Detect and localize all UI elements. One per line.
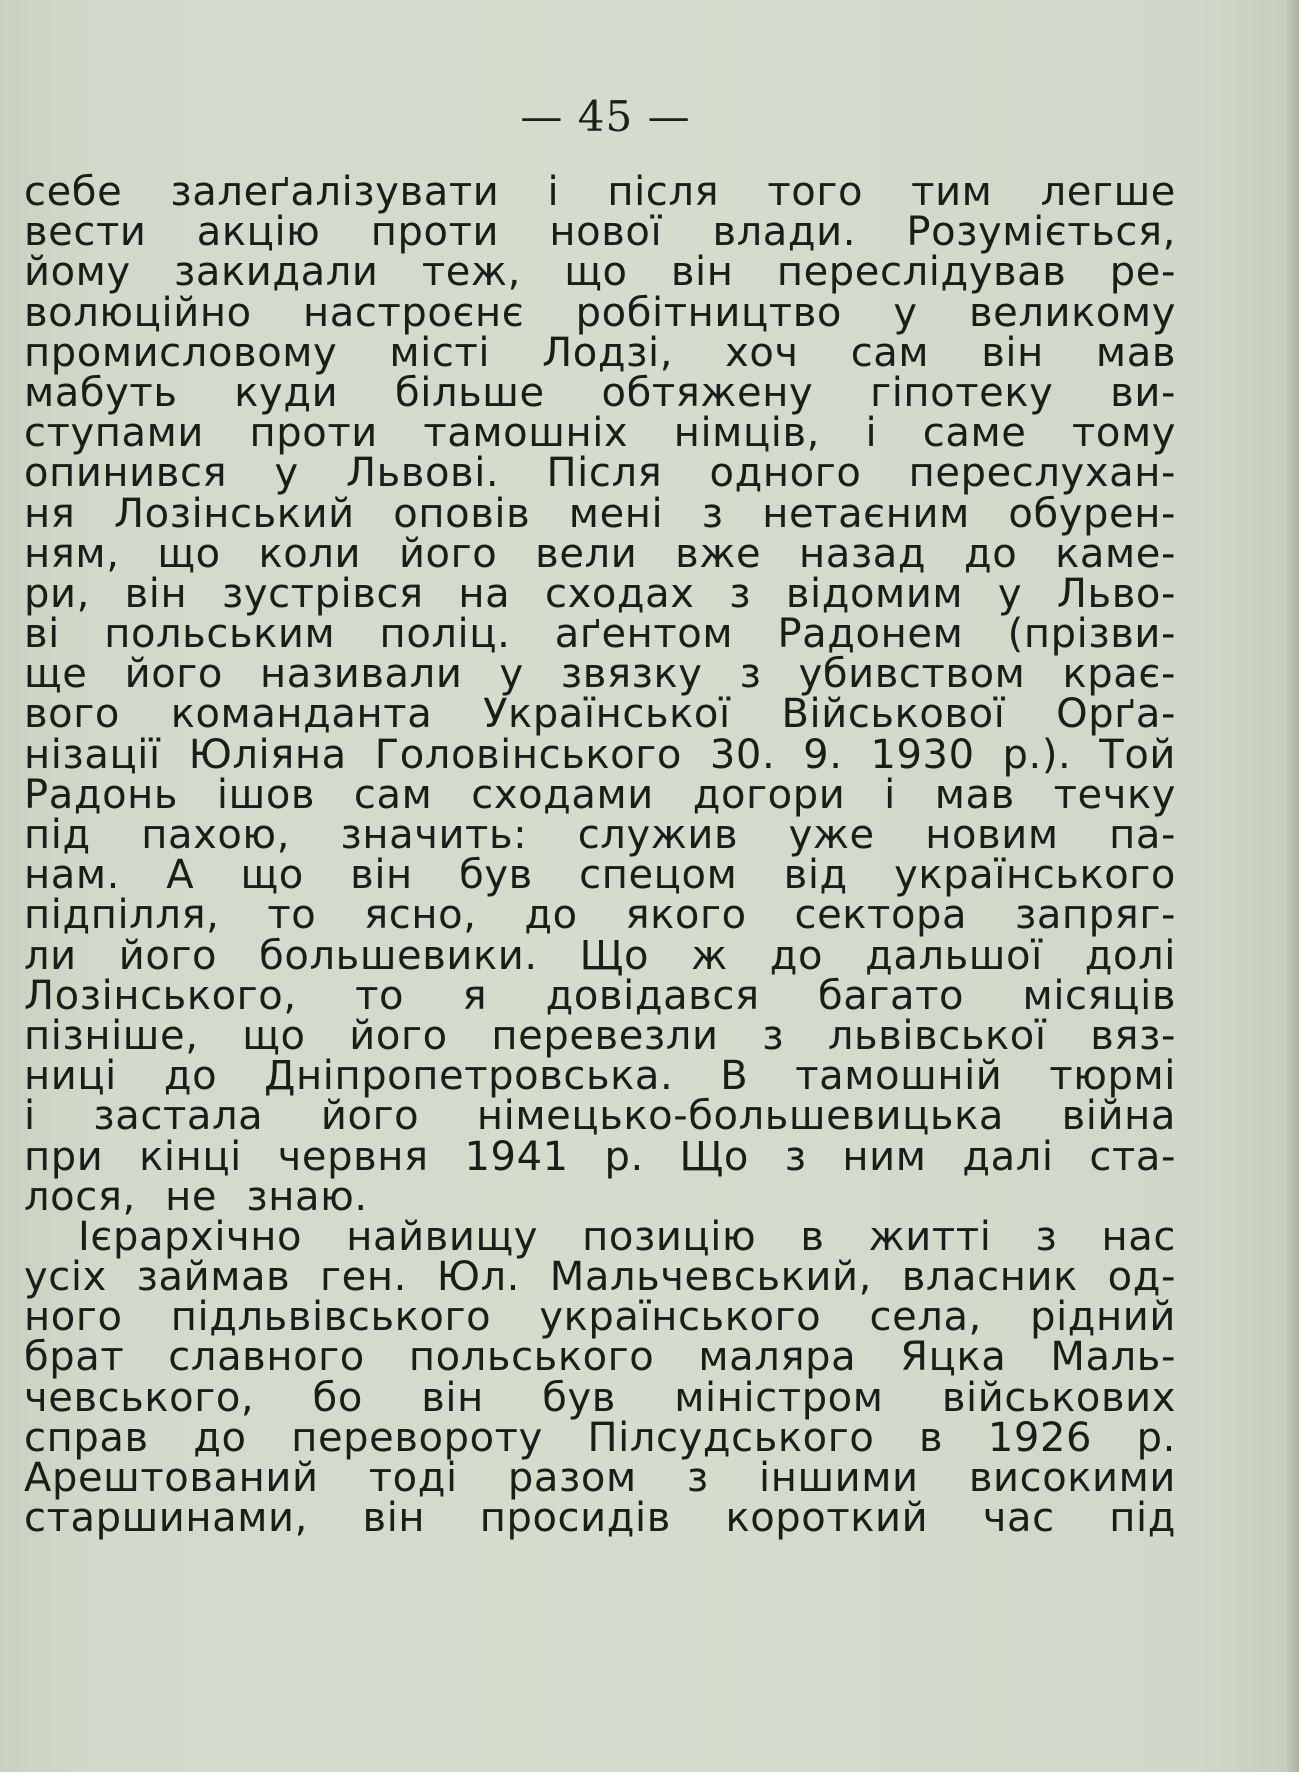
- body-text: [24, 169, 1176, 1542]
- page-number-header: — 45 —: [520, 92, 691, 141]
- text-line: Радонь ішов сам сходами догори і мав течку: [24, 771, 1176, 818]
- text-line: ві польським поліц. аґентом Радонем (прізви-: [24, 611, 1176, 658]
- paragraph-end-line: лося, не знаю.: [24, 1173, 368, 1220]
- text-line: волюційно настроєнє робітництво у великому: [24, 289, 1176, 336]
- text-line: нізації Юліяна Головінського 30. 9. 1930 р.). Той: [24, 731, 1176, 778]
- text-line: під пахою, значить: служив уже новим па-: [24, 812, 1176, 858]
- page-edge-shadow: [1285, 0, 1299, 1772]
- text-line: і застала його німецько-большевицька війна: [24, 1093, 1176, 1140]
- text-line: ли його большевики. Що ж до дальшої долі: [24, 932, 1176, 979]
- text-line: ниці до Дніпропетровська. В тамошній тюрмі: [24, 1053, 1176, 1100]
- text-line: ням, що коли його вели вже назад до каме-: [24, 530, 1176, 577]
- text-line: підпілля, то ясно, до якого сектора запряг-: [24, 892, 1176, 939]
- text-line: себе залеґалізувати і після того тим легше: [24, 169, 1176, 215]
- text-line: усіх займав ген. Юл. Мальчевський, власник од-: [24, 1254, 1176, 1301]
- text-line: промисловому місті Лодзі, хоч сам він мав: [24, 329, 1176, 376]
- text-line: йому закидали теж, що він переслідував ре-: [24, 249, 1176, 296]
- text-line: ще його називали у звязку з убивством крає-: [24, 651, 1176, 698]
- text-line: опинився у Львові. Після одного переслухан-: [24, 450, 1176, 497]
- text-line: ри, він зустрівся на сходах з відомим у Льво-: [24, 570, 1176, 617]
- text-line: вого команданта Української Військової Орґа-: [24, 691, 1176, 738]
- text-line: старшинами, він просидів короткий час під: [24, 1495, 1176, 1542]
- text-line: Арештований тоді разом з іншими високими: [24, 1455, 1176, 1501]
- text-line: пізніше, що його перевезли з львівської вяз-: [24, 1012, 1176, 1059]
- text-line: чевського, бо він був міністром військових: [24, 1374, 1176, 1421]
- text-line: ного підльвівського українського села, рідний: [24, 1294, 1176, 1341]
- text-line: ступами проти тамошніх німців, і саме тому: [24, 410, 1176, 457]
- text-line: справ до перевороту Пілсудського в 1926 р.: [24, 1414, 1176, 1461]
- paragraph-start-line: Ієрархічно найвищу позицію в житті з нас: [78, 1213, 1176, 1260]
- text-line: мабуть куди більше обтяжену гіпотеку ви-: [24, 369, 1176, 416]
- text-line: ня Лозінський оповів мені з нетаєним обурен-: [24, 490, 1176, 537]
- text-line: при кінці червня 1941 р. Що з ним далі ста-: [24, 1133, 1176, 1180]
- text-line: Лозінського, то я довідався багато місяців: [24, 972, 1176, 1019]
- text-line: брат славного польського маляра Яцка Маль-: [24, 1334, 1176, 1381]
- text-line: нам. А що він був спецом від українського: [24, 852, 1176, 899]
- text-line: вести акцію проти нової влади. Розуміється,: [24, 209, 1176, 256]
